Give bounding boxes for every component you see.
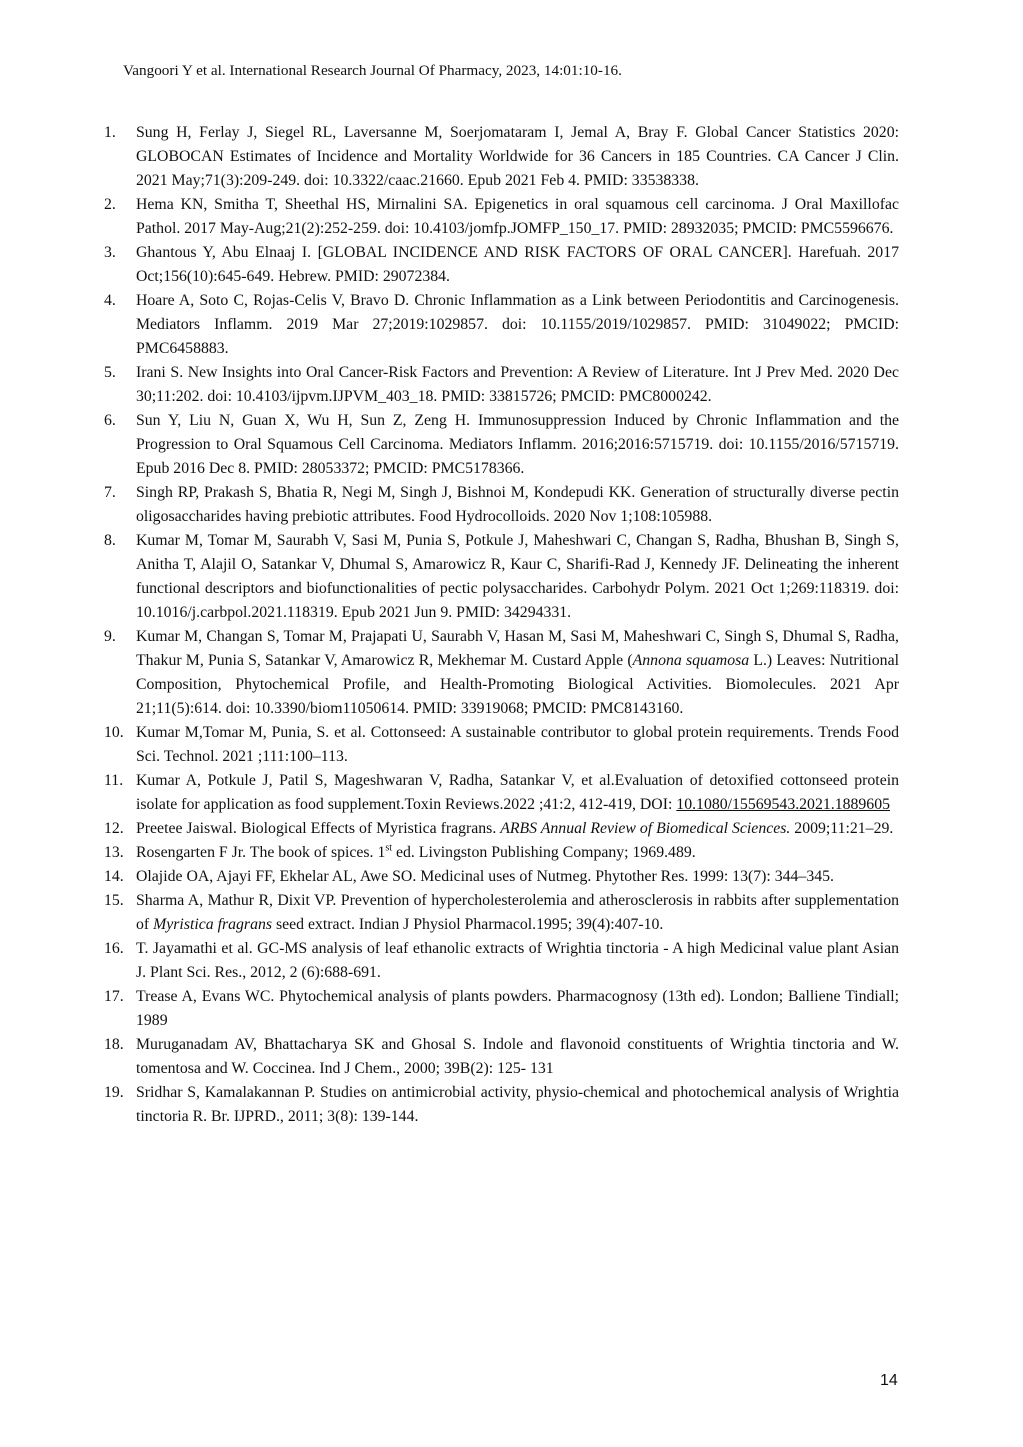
reference-number: 13.: [104, 844, 124, 861]
reference-number: 8.: [104, 532, 116, 549]
reference-text: Hema KN, Smitha T, Sheethal HS, Mirnalini SA. Epigenetics in oral squamous cell carcinoma. J Oral Maxillofac Pathol. 2017 May-Aug;21(2):252-259. doi: 10.4103/jomfp.JOMFP_150_17. PMID: 28932035; PMCID: PMC5596676.: [136, 196, 899, 237]
reference-text: Muruganadam AV, Bhattacharya SK and Ghosal S. Indole and flavonoid constituents of Wrightia tinctoria and W. tomentosa and W. Coccinea. Ind J Chem., 2000; 39B(2): 125- 131: [136, 1036, 899, 1077]
reference-text-pre: Kumar M, Changan S, Tomar M, Prajapati U, Saurabh V, Hasan M, Sasi M, Maheshwari C, Singh S, Dhumal S, Radha, Thakur M, Punia S, Satankar V, Amarowicz R, Mekhemar M. Custard Apple (: [136, 628, 899, 669]
reference-number: 16.: [104, 940, 124, 957]
reference-text: Sung H, Ferlay J, Siegel RL, Laversanne M, Soerjomataram I, Jemal A, Bray F. Global Cancer Statistics 2020: GLOBOCAN Estimates of Incidence and Mortality Worldwide for 36 Cancers in 185 Countries. CA Cancer J Clin. 2021 May;71(3):209-249. doi: 10.3322/caac.21660. Epub 2021 Feb 4. PMID: 33538338.: [136, 124, 899, 189]
reference-text-pre: Rosengarten F Jr. The book of spices. 1: [136, 844, 386, 861]
reference-number: 9.: [104, 628, 116, 645]
reference-item-3: [0, 241, 899, 289]
reference-text: Singh RP, Prakash S, Bhatia R, Negi M, Singh J, Bishnoi M, Kondepudi KK. Generation of structurally diverse pectin oligosaccharides having prebiotic attributes. Food Hydrocolloids. 2020 Nov 1;108:105988.: [136, 484, 899, 525]
reference-number: 11.: [104, 772, 124, 789]
running-header: Vangoori Y et al. International Research Journal Of Pharmacy, 2023, 14:01:10-16.: [123, 62, 622, 79]
ordinal-superscript: st: [385, 842, 393, 854]
reference-text: Kumar M,Tomar M, Punia, S. et al. Cottonseed: A sustainable contributor to global protein requirements. Trends Food Sci. Technol. 2021 ;111:100–113.: [136, 724, 899, 765]
reference-number: 1.: [104, 124, 116, 141]
reference-text: Sun Y, Liu N, Guan X, Wu H, Sun Z, Zeng H. Immunosuppression Induced by Chronic Inflammation and the Progression to Oral Squamous Cell Carcinoma. Mediators Inflamm. 2016;2016:5715719. doi: 10.1155/2016/5715719. Epub 2016 Dec 8. PMID: 28053372; PMCID: PMC5178366.: [136, 412, 899, 477]
reference-number: 6.: [104, 412, 116, 429]
reference-text-post: 2009;11:21–29.: [790, 820, 894, 837]
reference-item-13: [0, 841, 899, 865]
reference-number: 10.: [104, 724, 124, 741]
reference-item-10: [0, 721, 899, 769]
reference-text: Olajide OA, Ajayi FF, Ekhelar AL, Awe SO. Medicinal uses of Nutmeg. Phytother Res. 1999: 13(7): 344–345.: [136, 868, 834, 885]
reference-text: Kumar A, Potkule J, Patil S, Mageshwaran V, Radha, Satankar V, et al.Evaluation of detoxified cottonseed protein isolate for application as food supplement.Toxin Reviews.2022 ;41:2, 412-419, DOI:: [136, 772, 899, 813]
reference-text-post: ed. Livingston Publishing Company; 1969.489.: [392, 844, 696, 861]
reference-number: 2.: [104, 196, 116, 213]
reference-item-15: [0, 889, 899, 937]
reference-item-19: [0, 1081, 899, 1129]
reference-text-post: seed extract. Indian J Physiol Pharmacol.1995; 39(4):407-10.: [272, 916, 664, 933]
reference-text: T. Jayamathi et al. GC-MS analysis of leaf ethanolic extracts of Wrightia tinctoria - A high Medicinal value plant Asian J. Plant Sci. Res., 2012, 2 (6):688-691.: [136, 940, 899, 981]
reference-item-14: [0, 865, 899, 889]
reference-text: Sridhar S, Kamalakannan P. Studies on antimicrobial activity, physio-chemical and photochemical analysis of Wrightia tinctoria R. Br. IJPRD., 2011; 3(8): 139-144.: [136, 1084, 899, 1125]
reference-text: Kumar M, Tomar M, Saurabh V, Sasi M, Punia S, Potkule J, Maheshwari C, Changan S, Radha, Bhushan B, Singh S, Anitha T, Alajil O, Satankar V, Dhumal S, Amarowicz R, Kaur C, Sharifi-Rad J, Kennedy JF. Delineating the inherent functional descriptors and biofunctionalities of pectic polysaccharides. Carbohydr Polym. 2021 Oct 1;269:118319. doi: 10.1016/j.carbpol.2021.118319. Epub 2021 Jun 9. PMID: 34294331.: [136, 532, 899, 621]
reference-item-17: [0, 985, 899, 1033]
reference-number: 18.: [104, 1036, 124, 1053]
reference-number: 19.: [104, 1084, 124, 1101]
reference-item-12: [0, 817, 899, 841]
reference-item-9: [0, 625, 899, 721]
reference-number: 12.: [104, 820, 124, 837]
reference-text-pre: Sharma A, Mathur R, Dixit VP. Prevention of hypercholesterolemia and atherosclerosis in rabbits after supplementation of: [136, 892, 899, 933]
reference-list: [0, 121, 1023, 1129]
reference-text: Trease A, Evans WC. Phytochemical analysis of plants powders. Pharmacognosy (13th ed). London; Balliene Tindiall; 1989: [136, 988, 899, 1029]
reference-number: 17.: [104, 988, 124, 1005]
reference-number: 7.: [104, 484, 116, 501]
reference-number: 5.: [104, 364, 116, 381]
reference-item-5: [0, 361, 899, 409]
reference-item-7: [0, 481, 899, 529]
reference-item-11: [0, 769, 899, 817]
reference-text: Irani S. New Insights into Oral Cancer-Risk Factors and Prevention: A Review of Literature. Int J Prev Med. 2020 Dec 30;11:202. doi: 10.4103/ijpvm.IJPVM_403_18. PMID: 33815726; PMCID: PMC8000242.: [136, 364, 899, 405]
reference-item-1: [0, 121, 899, 193]
doi-link[interactable]: 10.1080/15569543.2021.1889605: [676, 796, 890, 813]
reference-item-4: [0, 289, 899, 361]
reference-item-8: [0, 529, 899, 625]
reference-item-6: [0, 409, 899, 481]
reference-text: Hoare A, Soto C, Rojas-Celis V, Bravo D. Chronic Inflammation as a Link between Periodontitis and Carcinogenesis. Mediators Inflamm. 2019 Mar 27;2019:1029857. doi: 10.1155/2019/1029857. PMID: 31049022; PMCID: PMC6458883.: [136, 292, 899, 357]
reference-number: 15.: [104, 892, 124, 909]
reference-item-2: [0, 193, 899, 241]
species-name-italic: Myristica fragrans: [153, 916, 273, 933]
reference-text: Ghantous Y, Abu Elnaaj I. [GLOBAL INCIDENCE AND RISK FACTORS OF ORAL CANCER]. Harefuah. 2017 Oct;156(10):645-649. Hebrew. PMID: 29072384.: [136, 244, 899, 285]
species-name-italic: Annona squamosa: [632, 652, 750, 669]
reference-item-18: [0, 1033, 899, 1081]
page-number: 14: [880, 1372, 898, 1389]
reference-item-16: [0, 937, 899, 985]
journal-name-italic: ARBS Annual Review of Biomedical Sciences.: [500, 820, 791, 837]
reference-number: 14.: [104, 868, 124, 885]
reference-number: 3.: [104, 244, 116, 261]
reference-text-pre: Preetee Jaiswal. Biological Effects of Myristica fragrans.: [136, 820, 501, 837]
reference-text-post: L.) Leaves: Nutritional Composition, Phytochemical Profile, and Health-Promoting Biological Activities. Biomolecules. 2021 Apr 21;11(5):614. doi: 10.3390/biom11050614. PMID: 33919068; PMCID: PMC8143160.: [136, 652, 899, 717]
reference-number: 4.: [104, 292, 116, 309]
